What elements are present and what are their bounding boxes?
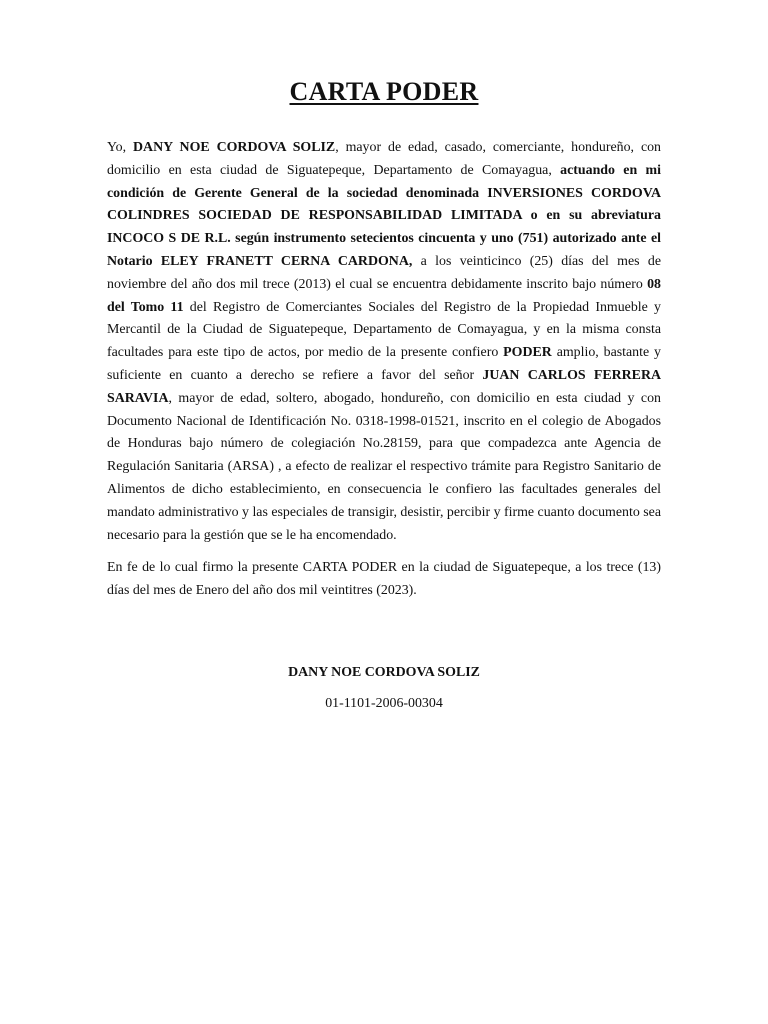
body-paragraph-2: En fe de lo cual firmo la presente CARTA PODER en la ciudad de Siguatepeque, a los trece (13) días del mes de Enero del año dos mil veintitres (2023). — [107, 560, 661, 599]
p1-seg-9: JUAN CARLOS FERRERA SARAVIA — [107, 367, 662, 406]
signer-name: DANY NOE CORDOVA SOLIZ — [288, 665, 480, 680]
p1-seg-8: amplio, bastante y suficiente en cuanto a derecho se refiere a favor del señor — [107, 345, 661, 383]
document-body — [107, 137, 661, 603]
p1-seg-3: actuando en mi condición de Gerente General de la sociedad denominada INVERSIONES CORDOVA COLINDRES SOCIEDAD DE RESPONSABILIDAD LIMITADA o en su abreviatura INCOCO S DE R.L. según instrumento setecientos cincuenta y uno (751) autorizado ante el Notario ELEY FRANETT CERNA CARDONA, — [107, 162, 661, 269]
body-paragraph-1 — [107, 137, 661, 547]
p1-seg-7: PODER — [503, 345, 552, 361]
p1-seg-10: , mayor de edad, soltero, abogado, hondureño, con domicilio en esta ciudad y con Documento Nacional de Identificación No. 0318-1998-01521, inscrito en el colegio de Abogados de Honduras bajo número de colegiación No.28159, para que compadezca ante Agencia de Regulación Sanitaria (ARSA) , a efecto de realizar el respectivo trámite para Registro Sanitario de Alimentos de dicho establecimiento, en consecuencia le confiero las facultades generales del mandato administrativo y las especiales de transigir, desistir, percibir y firme cuanto documento sea necesario para la gestión que se le ha encomendado. — [107, 390, 661, 543]
signer-id-number: 01-1101-2006-00304 — [325, 696, 443, 711]
p1-seg-6: del Registro de Comerciantes Sociales del Registro de la Propiedad Inmueble y Mercantil de la Ciudad de Siguatepeque, Departamento de Comayagua, y en la misma consta facultades para este tipo de actos, por medio de la presente confiero — [107, 299, 661, 361]
document-title: CARTA PODER — [289, 77, 479, 106]
p1-seg-0: Yo, — [107, 140, 133, 155]
p1-seg-1: DANY NOE CORDOVA SOLIZ — [133, 140, 336, 155]
p1-seg-2: , mayor de edad, casado, comerciante, hondureño, con domicilio en esta ciudad de Siguatepeque, Departamento de Comayagua, — [107, 140, 662, 178]
p1-seg-5: 08 del Tomo 11 — [107, 276, 661, 315]
p1-seg-4: a los veinticinco (25) días del mes de noviembre del año dos mil trece (2013) el cual se encuentra debidamente inscrito bajo número — [107, 253, 661, 292]
